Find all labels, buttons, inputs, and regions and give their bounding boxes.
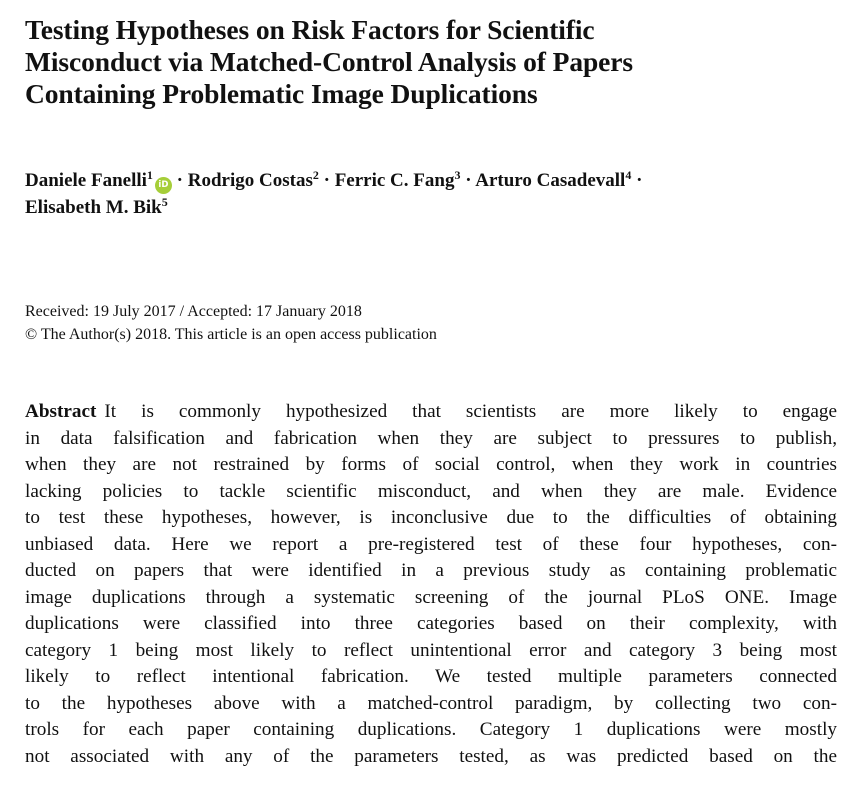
orcid-icon[interactable]: iD — [155, 177, 172, 194]
abstract-line: when they are not restrained by forms of social control, when they work in countries — [25, 454, 837, 475]
abstract-line: in data falsification and fabrication when they are subject to pressures to publish, — [25, 427, 837, 449]
author-name[interactable]: Rodrigo Costas — [187, 170, 313, 191]
abstract-line: not associated with any of the parameters tested, as was predicted based on the — [25, 745, 837, 767]
received-accepted-dates: Received: 19 July 2017 / Accepted: 17 January 2018 — [25, 303, 362, 320]
abstract-line: to test these hypotheses, however, is inconclusive due to the difficulties of obtaining — [25, 507, 837, 528]
author-separator: · — [176, 170, 183, 191]
author-name[interactable]: Daniele Fanelli — [25, 170, 147, 191]
affiliation-marker: 1 — [146, 168, 153, 182]
author-line — [25, 194, 837, 221]
affiliation-marker: 3 — [454, 168, 461, 182]
author-name[interactable]: Elisabeth M. Bik — [25, 197, 162, 218]
abstract-text: It is commonly hypothesized that scientists are more likely to engage — [104, 401, 837, 422]
abstract-line: category 1 being most likely to reflect unintentional error and category 3 being most — [25, 639, 837, 661]
abstract-line: duplications were classified into three categories based on their complexity, with — [25, 613, 837, 634]
author-separator: · — [323, 170, 330, 191]
abstract-line: trols for each paper containing duplications. Category 1 duplications were mostly — [25, 719, 837, 740]
author-list — [25, 167, 837, 221]
abstract-line: lacking policies to tackle scientific misconduct, and when they are male. Evidence — [25, 480, 837, 502]
abstract-line: unbiased data. Here we report a pre-registered test of these four hypotheses, con- — [25, 533, 837, 555]
affiliation-marker: 2 — [312, 168, 319, 182]
abstract-line — [25, 399, 837, 426]
abstract-line: image duplications through a systematic screening of the journal PLoS ONE. Image — [25, 586, 837, 608]
title-line: Containing Problematic Image Duplications — [25, 78, 538, 109]
author-name[interactable]: Ferric C. Fang — [334, 170, 455, 191]
abstract-line: likely to reflect intentional fabrication. We tested multiple parameters connected — [25, 666, 837, 687]
affiliation-marker: 5 — [161, 195, 168, 209]
copyright-notice: © The Author(s) 2018. This article is an open access publication — [25, 326, 437, 343]
author-separator: · — [465, 170, 472, 191]
author-name[interactable]: Arturo Casadevall — [475, 170, 626, 191]
author-separator: · — [636, 170, 643, 191]
title-line: Misconduct via Matched-Control Analysis of Papers — [25, 46, 633, 77]
article-first-page — [25, 14, 837, 770]
author-line — [25, 167, 837, 194]
title-line: Testing Hypotheses on Risk Factors for Scientific — [25, 14, 595, 45]
abstract-label: Abstract — [25, 401, 97, 422]
article-title — [25, 14, 837, 110]
abstract-line: ducted on papers that were identified in a previous study as containing problematic — [25, 560, 837, 581]
publication-dates — [25, 300, 837, 346]
abstract — [25, 399, 837, 770]
affiliation-marker: 4 — [625, 168, 632, 182]
abstract-line: to the hypotheses above with a matched-control paradigm, by collecting two con- — [25, 692, 837, 714]
